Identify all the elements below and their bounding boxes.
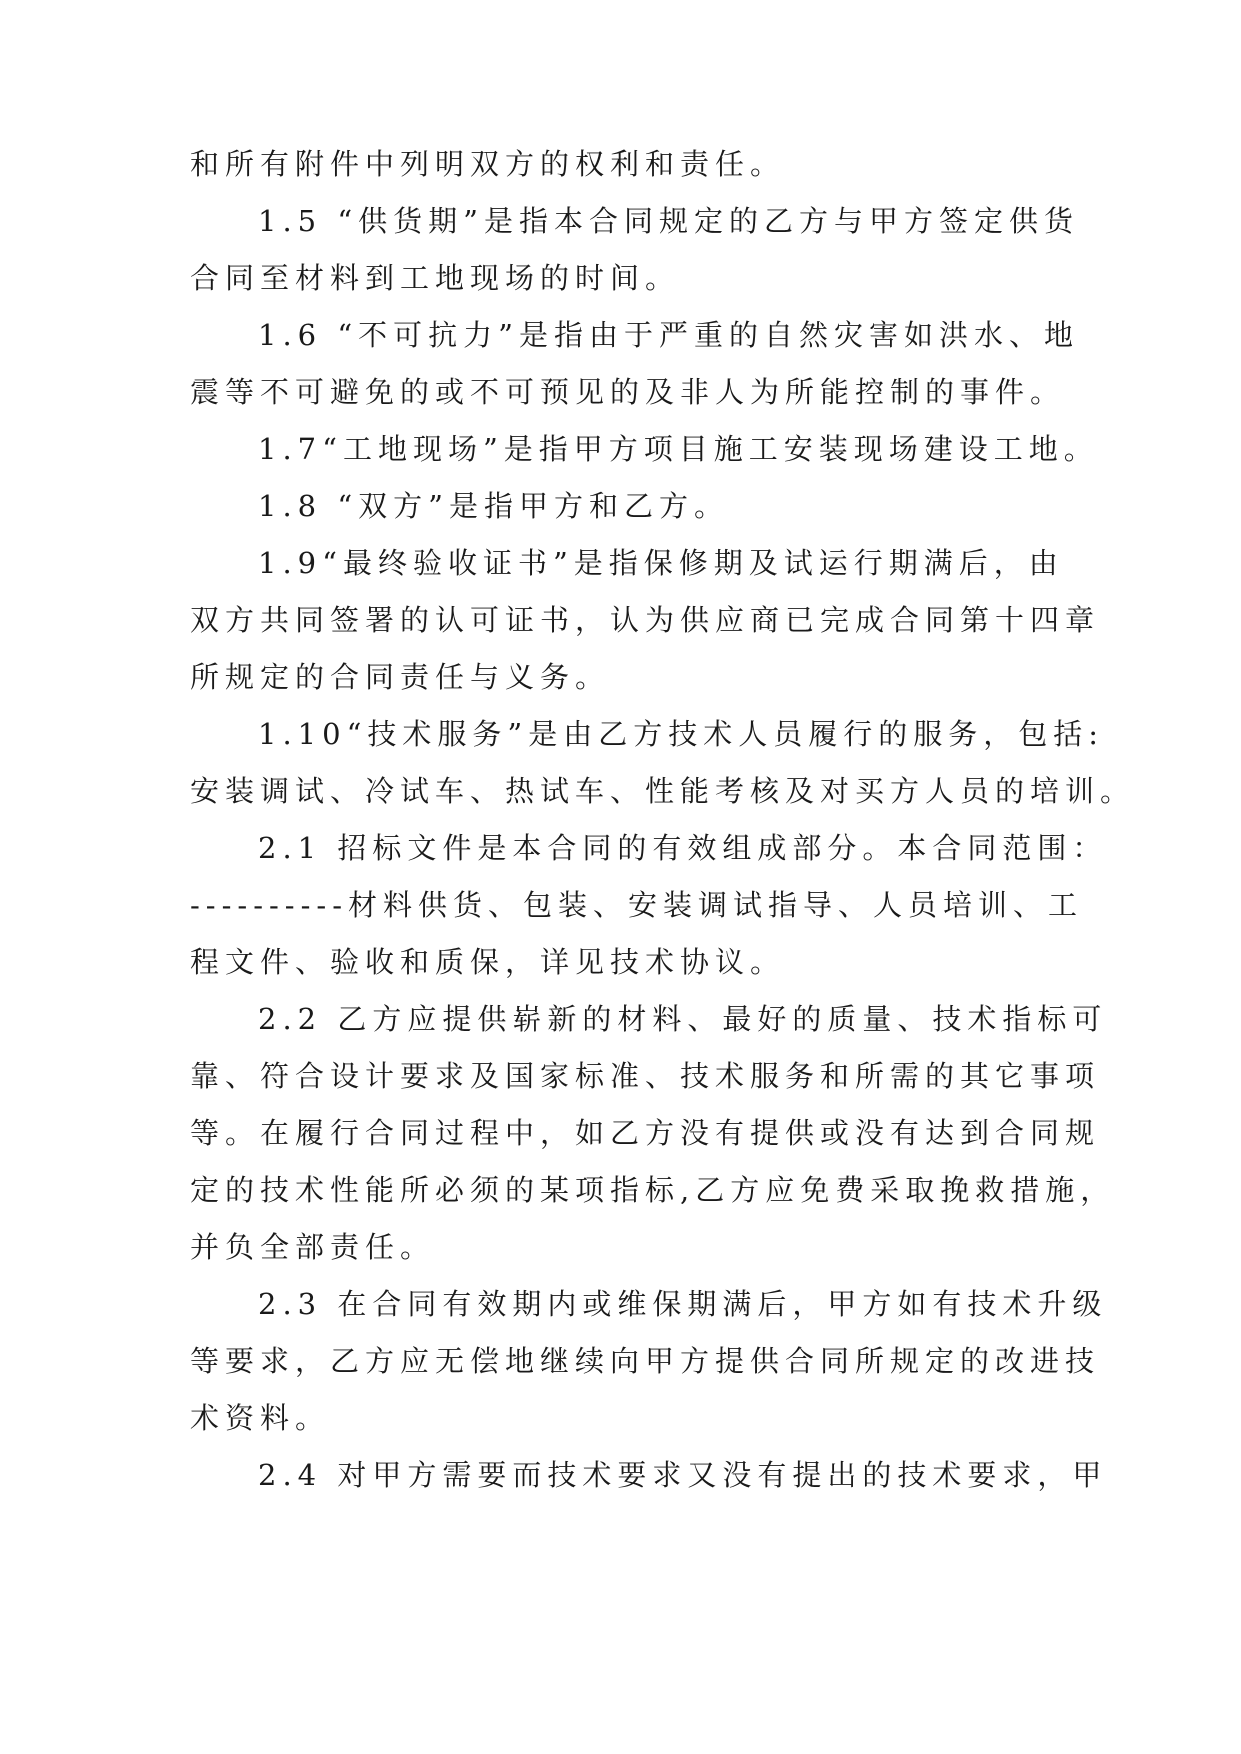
text-line: 定的技术性能所必须的某项指标,乙方应免费采取挽救措施， xyxy=(190,1173,1116,1207)
text-line: 靠、符合设计要求及国家标准、技术服务和所需的其它事项 xyxy=(190,1059,1101,1093)
clause-1-8: 1.8 “双方”是指甲方和乙方。 xyxy=(258,489,729,523)
text-line: 和所有附件中列明双方的权利和责任。 xyxy=(190,147,786,181)
clause-1-10: 1.10“技术服务”是由乙方技术人员履行的服务，包括: xyxy=(258,717,1104,751)
text-line: 等。在履行合同过程中，如乙方没有提供或没有达到合同规 xyxy=(190,1116,1101,1150)
text-line: 等要求，乙方应无偿地继续向甲方提供合同所规定的改进技 xyxy=(190,1344,1101,1378)
clause-1-7: 1.7“工地现场”是指甲方项目施工安装现场建设工地。 xyxy=(258,432,1099,466)
text-line: ----------材料供货、包装、安装调试指导、人员培训、工 xyxy=(190,888,1083,922)
clause-2-4: 2.4 对甲方需要而技术要求又没有提出的技术要求，甲 xyxy=(258,1458,1108,1492)
clause-1-6: 1.6 “不可抗力”是指由于严重的自然灾害如洪水、地 xyxy=(258,318,1079,352)
clause-2-1: 2.1 招标文件是本合同的有效组成部分。本合同范围： xyxy=(258,831,1108,865)
text-line: 双方共同签署的认可证书，认为供应商已完成合同第十四章 xyxy=(190,603,1101,637)
clause-2-2: 2.2 乙方应提供崭新的材料、最好的质量、技术指标可 xyxy=(258,1002,1108,1036)
text-line: 术资料。 xyxy=(190,1401,331,1435)
clause-1-9: 1.9“最终验收证书”是指保修期及试运行期满后，由 xyxy=(258,546,1064,580)
clause-1-5: 1.5 “供货期”是指本合同规定的乙方与甲方签定供货 xyxy=(258,204,1079,238)
text-line: 安装调试、冷试车、热试车、性能考核及对买方人员的培训。 xyxy=(190,774,1136,808)
clause-2-3: 2.3 在合同有效期内或维保期满后，甲方如有技术升级 xyxy=(258,1287,1108,1321)
text-line: 所规定的合同责任与义务。 xyxy=(190,660,611,694)
text-line: 震等不可避免的或不可预见的及非人为所能控制的事件。 xyxy=(190,375,1066,409)
text-line: 并负全部责任。 xyxy=(190,1230,436,1264)
text-line: 程文件、验收和质保，详见技术协议。 xyxy=(190,945,786,979)
text-line: 合同至材料到工地现场的时间。 xyxy=(190,261,681,295)
